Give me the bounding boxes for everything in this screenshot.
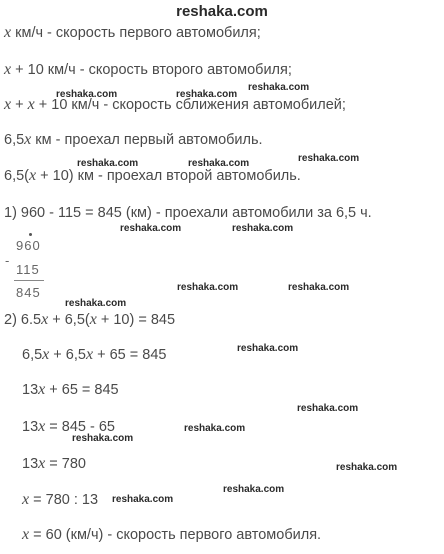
- line-12-text: = 780 : 13: [29, 492, 99, 508]
- line-3-plus: +: [11, 97, 28, 113]
- watermark: reshaka.com: [297, 403, 359, 414]
- line-6: [4, 204, 372, 222]
- line-11: [22, 455, 86, 473]
- line-1: [4, 24, 261, 42]
- line-2: [4, 61, 292, 79]
- column-subtrahend: 115: [16, 262, 40, 277]
- line-5: [4, 167, 301, 185]
- variable-x: x: [22, 526, 30, 543]
- line-5-text: + 10) км - проехал второй автомобиль.: [36, 168, 301, 184]
- variable-x: x: [38, 418, 46, 435]
- line-9: [22, 381, 119, 399]
- line-13: [22, 526, 321, 544]
- line-8-mid: + 6,5: [49, 347, 86, 363]
- watermark: reshaka.com: [112, 494, 174, 505]
- line-8-pre: 6,5: [22, 347, 43, 363]
- watermark: reshaka.com: [120, 223, 182, 234]
- line-11-text: = 780: [45, 456, 86, 472]
- column-result: 845: [16, 285, 41, 300]
- column-minus-sign: -: [5, 253, 10, 268]
- variable-x: x: [38, 455, 46, 472]
- variable-x: x: [38, 381, 46, 398]
- line-8-text: + 65 = 845: [93, 347, 167, 363]
- line-10-pre: 13: [22, 419, 39, 435]
- variable-x: x: [85, 346, 94, 363]
- variable-x: x: [4, 61, 12, 78]
- line-2-text: + 10 км/ч - скорость второго автомобиля;: [11, 62, 292, 78]
- column-minuend: 960: [16, 238, 41, 253]
- variable-x: x: [89, 311, 97, 328]
- watermark: reshaka.com: [223, 484, 285, 495]
- variable-x: x: [27, 96, 35, 113]
- line-5-pre: 6,5(: [4, 168, 29, 184]
- watermark: reshaka.com: [177, 282, 239, 293]
- watermark: reshaka.com: [77, 158, 139, 169]
- line-7-text: + 10) = 845: [96, 312, 176, 328]
- variable-x: x: [41, 311, 49, 328]
- line-10-text: = 845 - 65: [45, 419, 115, 435]
- watermark: reshaka.com: [188, 158, 250, 169]
- watermark: reshaka.com: [298, 153, 360, 164]
- line-9-pre: 13: [22, 382, 39, 398]
- line-7: [4, 311, 175, 329]
- watermark: reshaka.com: [56, 89, 118, 100]
- variable-x: x: [4, 96, 12, 113]
- column-rule: [14, 280, 44, 281]
- line-6-text: 1) 960 - 115 = 845 (км) - проехали автомобили за 6,5 ч.: [4, 205, 372, 221]
- line-1-text: км/ч - скорость первого автомобиля;: [11, 25, 261, 41]
- line-12: [22, 491, 98, 509]
- watermark-top: reshaka.com: [176, 3, 268, 20]
- line-4-text: км - проехал первый автомобиль.: [31, 132, 263, 148]
- watermark: reshaka.com: [184, 423, 246, 434]
- watermark: reshaka.com: [237, 343, 299, 354]
- line-3-text: + 10 км/ч - скорость сближения автомобилей;: [34, 97, 346, 113]
- watermark: reshaka.com: [232, 223, 294, 234]
- line-4: [4, 131, 263, 149]
- line-9-text: + 65 = 845: [45, 382, 119, 398]
- variable-x: x: [4, 24, 12, 41]
- line-13-text: = 60 (км/ч) - скорость первого автомобиля.: [29, 527, 322, 543]
- watermark: reshaka.com: [65, 298, 127, 309]
- line-4-pre: 6,5: [4, 132, 25, 148]
- variable-x: x: [22, 491, 30, 508]
- line-8: [22, 346, 166, 364]
- borrow-dot: [29, 233, 32, 236]
- watermark: reshaka.com: [336, 462, 398, 473]
- line-7-mid: + 6,5(: [48, 312, 90, 328]
- watermark: reshaka.com: [72, 433, 134, 444]
- line-11-pre: 13: [22, 456, 39, 472]
- variable-x: x: [29, 167, 37, 184]
- watermark: reshaka.com: [176, 89, 238, 100]
- variable-x: x: [42, 346, 50, 363]
- watermark: reshaka.com: [288, 282, 350, 293]
- watermark: reshaka.com: [248, 82, 310, 93]
- line-7-pre: 2) 6.5: [4, 312, 42, 328]
- variable-x: x: [24, 131, 32, 148]
